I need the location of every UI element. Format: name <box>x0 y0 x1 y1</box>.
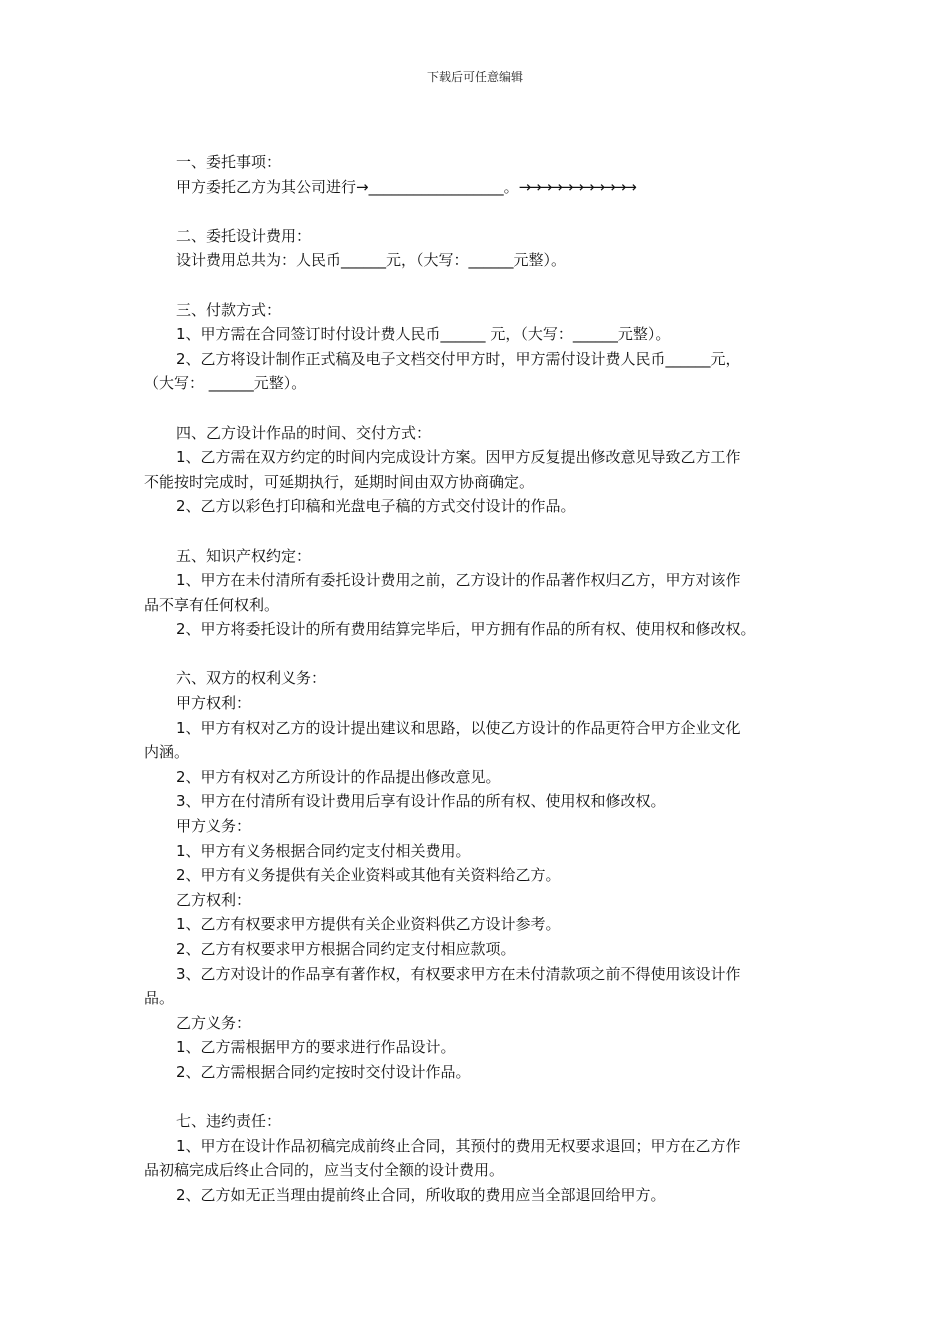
party-a-duties-heading: 甲方义务： <box>176 817 252 836</box>
party-a-duty-1: 1、甲方有义务根据合同约定支付相关费用。 <box>176 841 471 860</box>
page-header: 下载后可任意编辑 <box>426 70 523 84</box>
party-a-right-3: 3、甲方在付清所有设计费用后享有设计作品的所有权、使用权和修改权。 <box>176 792 666 811</box>
section-2-title: 二、委托设计费用： <box>176 226 312 245</box>
arrow-marks: →→→→→→→→→→→ <box>518 177 635 196</box>
section-3-item-2: 2、乙方将设计制作正式稿及电子文档交付甲方时，甲方需付设计费人民币______元， <box>176 349 741 368</box>
party-a-duty-2: 2、甲方有义务提供有关企业资料或其他有关资料给乙方。 <box>176 866 561 885</box>
section-7-item-2: 2、乙方如无正当理由提前终止合同，所收取的费用应当全部退回给甲方。 <box>176 1185 666 1204</box>
section-4-item-1: 1、乙方需在双方约定的时间内完成设计方案。因甲方反复提出修改意见导致乙方工作 <box>176 448 741 467</box>
section-5-title: 五、知识产权约定： <box>176 546 312 565</box>
party-b-duties-heading: 乙方义务： <box>176 1013 252 1032</box>
section-4-title: 四、乙方设计作品的时间、交付方式： <box>176 423 432 442</box>
section-5-item-1: 1、甲方在未付清所有委托设计费用之前，乙方设计的作品著作权归乙方，甲方对该作 <box>176 571 741 590</box>
party-b-right-3: 3、乙方对设计的作品享有著作权，有权要求甲方在未付清款项之前不得使用该设计作 <box>176 964 741 983</box>
party-b-rights-heading: 乙方权利： <box>176 890 252 909</box>
section-7-title: 七、违约责任： <box>176 1112 282 1131</box>
party-a-rights-heading: 甲方权利： <box>176 694 252 713</box>
section-5-item-1-cont: 品不享有任何权利。 <box>144 595 280 614</box>
section-2-paragraph: 设计费用总共为：人民币______元，（大写：______元整）。 <box>176 251 567 270</box>
section-3-item-1: 1、甲方需在合同签订时付设计费人民币______ 元，（大写：______元整）。 <box>176 325 671 344</box>
section-7-item-1: 1、甲方在设计作品初稿完成前终止合同，其预付的费用无权要求退回；甲方在乙方作 <box>176 1136 741 1155</box>
party-b-right-2: 2、乙方有权要求甲方根据合同约定支付相应款项。 <box>176 940 516 958</box>
party-a-right-1: 1、甲方有权对乙方的设计提出建议和思路，以使乙方设计的作品更符合甲方企业文化 <box>176 718 741 737</box>
section-3-item-2-cont: （大写： ______元整）。 <box>144 374 307 393</box>
party-b-duty-2: 2、乙方需根据合同约定按时交付设计作品。 <box>176 1062 471 1081</box>
party-a-right-1-cont: 内涵。 <box>144 743 190 762</box>
section-5-item-2: 2、甲方将委托设计的所有费用结算完毕后，甲方拥有作品的所有权、使用权和修改权。 <box>176 620 756 639</box>
section-1-paragraph: 甲方委托乙方为其公司进行→__________________。→→→→→→→→→→→ <box>176 177 635 196</box>
party-a-right-2: 2、甲方有权对乙方所设计的作品提出修改意见。 <box>176 767 501 786</box>
section-7-item-1-cont: 品初稿完成后终止合同的，应当支付全额的设计费用。 <box>144 1161 505 1180</box>
document-body <box>144 150 816 1208</box>
party-b-duty-1: 1、乙方需根据甲方的要求进行作品设计。 <box>176 1038 456 1057</box>
party-b-right-1: 1、乙方有权要求甲方提供有关企业资料供乙方设计参考。 <box>176 915 561 934</box>
section-4-item-1-cont: 不能按时完成时，可延期执行，延期时间由双方协商确定。 <box>144 472 535 491</box>
section-3-title: 三、付款方式： <box>176 300 282 319</box>
section-6-title: 六、双方的权利义务： <box>176 669 327 688</box>
party-b-right-3-cont: 品。 <box>144 989 175 1008</box>
section-1-title: 一、委托事项： <box>176 153 282 171</box>
section-4-item-2: 2、乙方以彩色打印稿和光盘电子稿的方式交付设计的作品。 <box>176 497 576 516</box>
